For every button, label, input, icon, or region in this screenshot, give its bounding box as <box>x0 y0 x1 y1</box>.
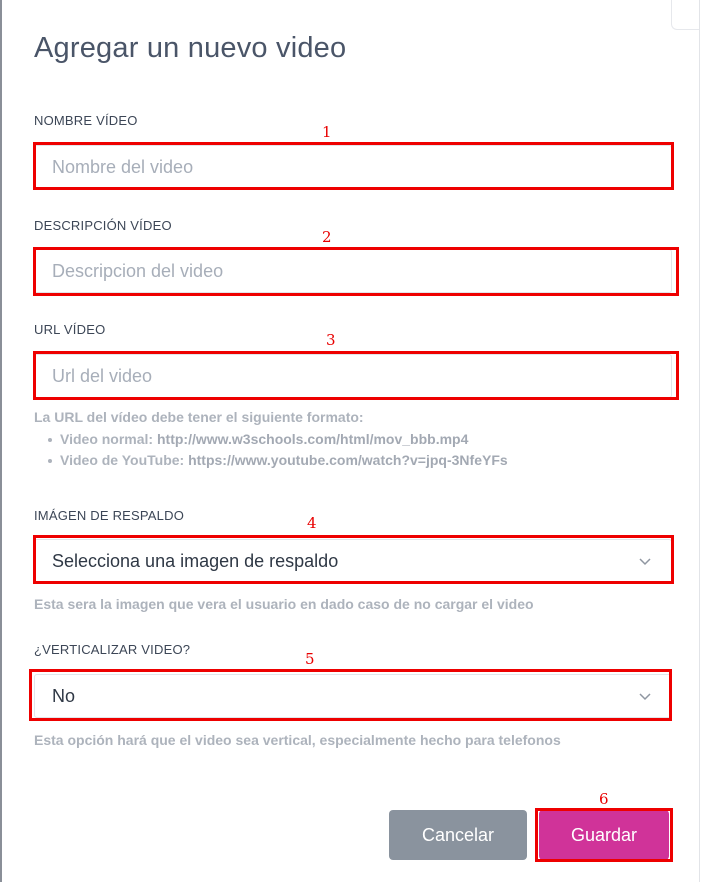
chevron-down-icon <box>639 555 651 567</box>
modal-corner-tab <box>671 0 699 30</box>
video-description-label: DESCRIPCIÓN VÍDEO <box>34 218 172 233</box>
backup-image-help: Esta sera la imagen que vera el usuario en dado caso de no cargar el video <box>34 596 534 612</box>
save-button[interactable]: Guardar <box>539 810 669 860</box>
format-prefix-youtube: Video de YouTube: <box>60 452 189 468</box>
backup-image-select[interactable] <box>34 539 672 583</box>
list-item <box>50 431 508 447</box>
verticalize-label: ¿VERTICALIZAR VIDEO? <box>34 642 191 657</box>
verticalize-help: Esta opción hará que el video sea vertical, especialmente hecho para telefonos <box>34 732 561 748</box>
verticalize-selected: No <box>52 685 76 706</box>
format-example-youtube: https://www.youtube.com/watch?v=jpq-3NfeYFs <box>188 452 508 468</box>
list-item <box>50 452 508 468</box>
video-name-label: NOMBRE VÍDEO <box>34 113 138 128</box>
video-url-placeholder: Url del video <box>52 365 153 386</box>
video-url-format-list <box>50 431 508 468</box>
video-name-input[interactable] <box>34 145 672 189</box>
format-prefix-normal: Video normal: <box>60 431 157 447</box>
annotation-number-6: 6 <box>599 790 609 808</box>
annotation-number-4: 4 <box>307 514 317 532</box>
video-url-help-intro: La URL del vídeo debe tener el siguiente formato: <box>34 409 364 425</box>
cancel-button[interactable]: Cancelar <box>389 810 527 860</box>
annotation-number-2: 2 <box>322 228 332 246</box>
annotation-number-5: 5 <box>305 650 315 668</box>
chevron-down-icon <box>639 690 651 702</box>
video-url-label: URL VÍDEO <box>34 322 106 337</box>
video-url-help <box>34 409 508 473</box>
annotation-number-3: 3 <box>326 331 336 349</box>
modal-title: Agregar un nuevo video <box>34 32 347 64</box>
backup-image-selected: Selecciona una imagen de respaldo <box>52 550 339 571</box>
backup-image-label: IMÁGEN DE RESPALDO <box>34 508 185 523</box>
format-example-normal: http://www.w3schools.com/html/mov_bbb.mp4 <box>156 431 469 447</box>
video-description-placeholder: Descripcion del video <box>52 260 224 281</box>
video-url-input[interactable] <box>34 354 672 398</box>
video-name-placeholder: Nombre del video <box>52 156 194 177</box>
annotation-number-1: 1 <box>322 123 332 141</box>
video-description-input[interactable] <box>34 249 672 293</box>
verticalize-select[interactable] <box>34 674 672 718</box>
